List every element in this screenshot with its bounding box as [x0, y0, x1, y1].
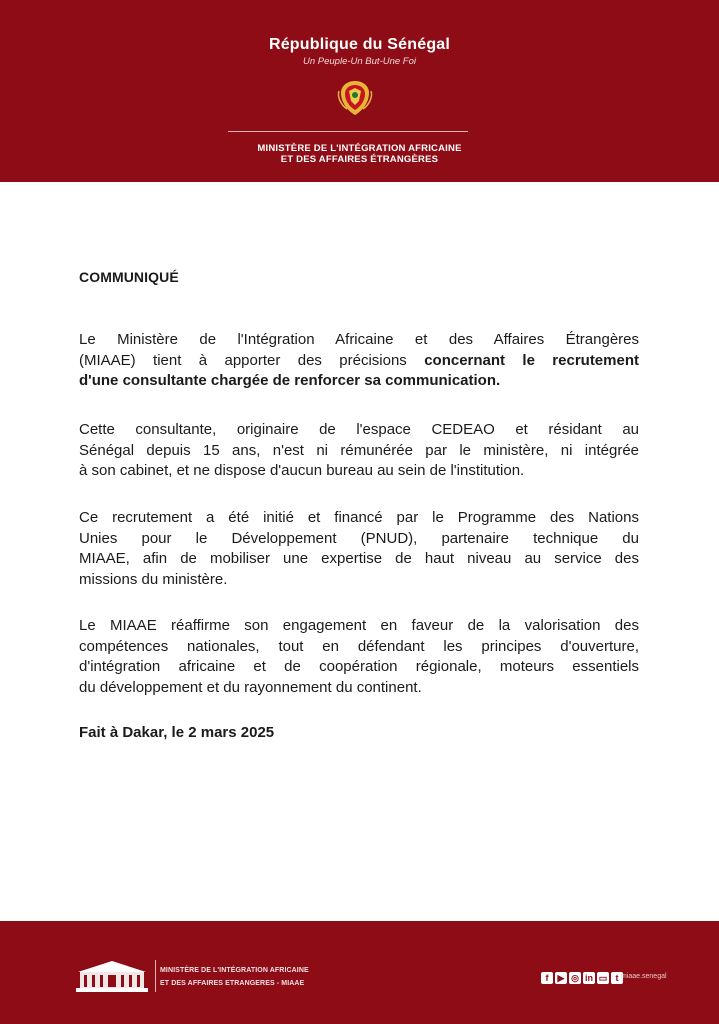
place-and-date: Fait à Dakar, le 2 mars 2025 [79, 724, 275, 741]
paragraph-1 [79, 330, 639, 392]
paragraph-3-line: Ce recrutement a été initié et financé par le Programme des Nations [79, 509, 639, 526]
paragraph-2-line: à son cabinet, et ne dispose d'aucun bureau au sein de l'institution. [79, 462, 525, 479]
paragraph-4 [79, 616, 639, 698]
paragraph-4-line: Le MIAAE réaffirme son engagement en faveur de la valorisation des [79, 617, 639, 634]
paragraph-1-text: (MIAAE) tient à apporter des précisions [79, 351, 425, 369]
x-icon[interactable]: t [611, 972, 623, 984]
youtube-icon[interactable]: ▶ [555, 972, 567, 984]
paragraph-4-line: du développement et du rayonnement du continent. [79, 678, 422, 696]
footer-ministry-name [160, 964, 309, 990]
paragraph-2-line: Cette consultante, originaire de l'espace CEDEAO et résidant au [79, 421, 639, 438]
national-motto: Un Peuple-Un But-Une Foi [303, 56, 416, 67]
social-links [541, 971, 623, 985]
linkedin-icon[interactable]: in [585, 973, 593, 983]
ministry-name-line2: ET DES AFFAIRES ÉTRANGÈRES [280, 154, 439, 165]
paragraph-2-line: Sénégal depuis 15 ans, n'est ni rémunérée par le ministère, ni intégrée [79, 441, 639, 459]
footer-banner [0, 921, 719, 1024]
document-title: COMMUNIQUÉ [79, 269, 179, 285]
ministry-name-line1: MINISTÈRE DE L'INTÉGRATION AFRICAINE [257, 143, 462, 154]
header-divider [228, 131, 468, 132]
coat-of-arms-icon [335, 79, 375, 117]
footer-divider [155, 960, 156, 992]
republic-name: République du Sénégal [268, 36, 451, 53]
social-handle[interactable]: miaae.senegal [621, 973, 667, 980]
paragraph-4-line: compétences nationales, tout en défendant les principes d'ouverture, [79, 637, 639, 655]
tv-icon[interactable]: ▭ [598, 973, 608, 983]
paragraph-3-line: MIAAE, afin de mobiliser une expertise de haut niveau au service des [79, 550, 639, 567]
footer-ministry-line1: MINISTÈRE DE L'INTÉGRATION AFRICAINE [160, 967, 309, 974]
paragraph-3-line: missions du ministère. [79, 570, 228, 588]
paragraph-3 [79, 508, 639, 590]
instagram-icon[interactable]: ◎ [569, 972, 581, 984]
paragraph-1-emphasis: concernant le recrutement [424, 351, 639, 369]
letterhead-banner [0, 0, 719, 182]
footer-ministry-line2: ET DES AFFAIRES ETRANGERES - MIAAE [160, 980, 305, 987]
paragraph-1-line [79, 371, 639, 392]
ministry-building-icon [74, 958, 150, 994]
paragraph-1-emphasis: d'une consultante chargée de renforcer sa communication. [79, 372, 501, 389]
paragraph-4-line: d'intégration africaine et de coopération régionale, moteurs essentiels [79, 658, 639, 675]
paragraph-2 [79, 420, 639, 482]
paragraph-1-line [79, 351, 639, 372]
paragraph-1-line: Le Ministère de l'Intégration Africaine et des Affaires Étrangères [79, 331, 639, 348]
paragraph-3-line: Unies pour le Développement (PNUD), partenaire technique du [79, 529, 639, 547]
facebook-icon[interactable]: f [541, 972, 553, 984]
ministry-name [0, 143, 719, 165]
